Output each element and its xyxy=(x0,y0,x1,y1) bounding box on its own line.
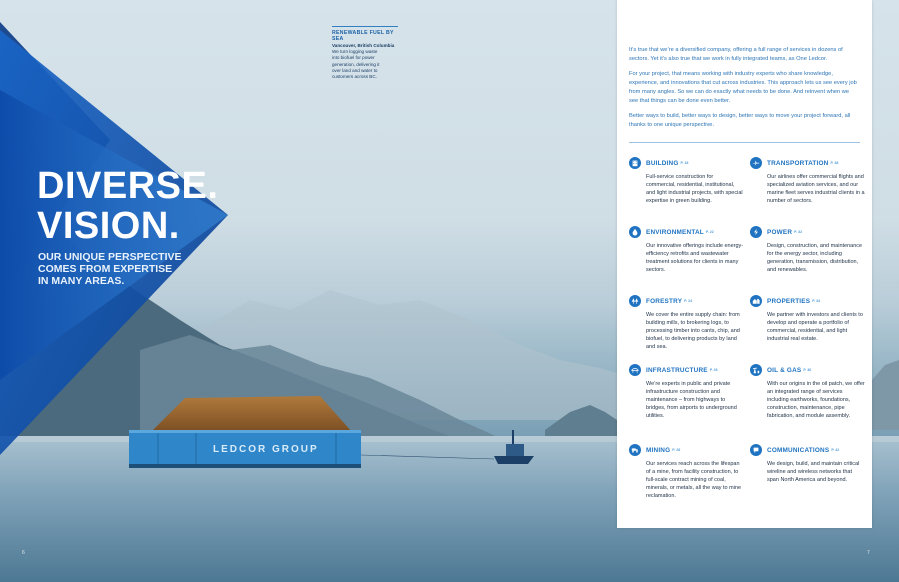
service-name: COMMUNICATIONS xyxy=(767,446,830,454)
page-number-left: 6 xyxy=(22,550,25,556)
hero-subtitle-line3: IN MANY AREAS. xyxy=(38,275,125,287)
bridge-icon xyxy=(629,364,641,376)
service-mining xyxy=(629,443,741,500)
service-page-ref: P. 18 xyxy=(680,161,689,165)
communications-icon xyxy=(750,444,762,456)
plane-icon xyxy=(750,157,762,169)
service-name: FORESTRY xyxy=(646,297,683,305)
service-forestry xyxy=(629,294,741,351)
intro-divider xyxy=(629,142,860,143)
lightning-icon xyxy=(750,226,762,238)
barge-label: LEDCOR GROUP xyxy=(213,444,319,455)
caption-text: We turn logging waste into biofuel for power generation, delivering it over land and water to customers across BC. xyxy=(332,49,380,80)
hero-subtitle-line1: OUR UNIQUE PERSPECTIVE xyxy=(38,251,182,263)
photo-caption xyxy=(332,26,398,80)
water-drop-icon xyxy=(629,226,641,238)
service-oil-gas xyxy=(750,363,865,420)
service-description: We design, build, and maintain critical wireline and wireless networks that span North America and beyond. xyxy=(767,461,860,484)
service-page-ref: P. 42 xyxy=(831,448,840,452)
intro-paragraph-1: It’s true that we’re a diversified company, offering a full range of services in dozens of sectors. Yet it’s also true that we work in fully integrated teams, as One Ledcor. xyxy=(629,47,843,62)
service-description: We partner with investors and clients to develop and operate a portfolio of commercial, residential, and light industrial real estate. xyxy=(767,312,863,343)
service-name: MINING xyxy=(646,446,671,454)
service-page-ref: P. 24 xyxy=(684,299,693,303)
houses-icon xyxy=(750,295,762,307)
service-communications xyxy=(750,443,862,484)
caption-rule xyxy=(332,26,398,27)
service-description: Our services reach across the lifespan of a mine, from facility construction, to full-scale contract mining of coal, minerals, or metals, all the way to mine reclamation. xyxy=(646,461,742,500)
service-description: We’re experts in public and private infrastructure construction and maintenance – from highways to bridges, from airports to underground utilities. xyxy=(646,381,737,420)
caption-title: RENEWABLE FUEL BY SEA xyxy=(332,30,394,42)
intro-paragraph-3: Better ways to build, better ways to design, better ways to move your project forward, all thanks to one unique perspective. xyxy=(629,113,851,128)
hero-title xyxy=(37,166,218,246)
building-icon xyxy=(629,157,641,169)
services-panel xyxy=(617,0,872,528)
mining-truck-icon xyxy=(629,444,641,456)
service-name: TRANSPORTATION xyxy=(767,159,829,167)
service-description: Full-service construction for commercial, residential, institutional, and light industrial projects, with special expertise in green building. xyxy=(646,174,743,205)
service-name: BUILDING xyxy=(646,159,679,167)
hero-title-line2: VISION. xyxy=(37,205,180,247)
far-right-hill xyxy=(872,360,899,430)
intro-paragraph-2: For your project, that means working with industry experts who share knowledge, experience, and innovations that cut across industries. This approach lets us see every job from many angles. So we can do exactly what needs to be done. And reinvent when we see that things can be done even better. xyxy=(629,71,857,104)
service-description: Our airlines offer commercial flights and specialized aviation services, and our marine fleet serves industrial clients in a number of sectors. xyxy=(767,174,865,205)
service-page-ref: P. 28 xyxy=(672,448,681,452)
service-transportation xyxy=(750,156,865,205)
service-description: With our origins in the oil patch, we offer an integrated range of services including earthworks, foundations, construction, maintenance, pipe fabrication, and module assembly. xyxy=(767,381,865,420)
service-name: PROPERTIES xyxy=(767,297,811,305)
hero-subtitle-line2: COMES FROM EXPERTISE xyxy=(38,263,173,275)
service-page-ref: P. 34 xyxy=(812,299,821,303)
service-building xyxy=(629,156,741,205)
service-page-ref: P. 22 xyxy=(705,230,714,234)
service-name: POWER xyxy=(767,228,793,236)
hero-subtitle xyxy=(38,251,208,287)
service-environmental xyxy=(629,225,744,274)
service-power xyxy=(750,225,862,274)
service-description: Design, construction, and maintenance for the energy sector, including generation, transmission, distribution, and renewables. xyxy=(767,243,863,274)
service-name: ENVIRONMENTAL xyxy=(646,228,704,236)
page-number-right: 7 xyxy=(867,550,870,556)
service-page-ref: P. 36 xyxy=(803,368,812,372)
trees-icon xyxy=(629,295,641,307)
service-description: Our innovative offerings include energy-efficiency retrofits and wastewater treatment solutions for clients in many sectors. xyxy=(646,243,744,274)
caption-location: Vancouver, British Columbia xyxy=(332,43,395,48)
hero-title-line1: DIVERSE. xyxy=(37,165,219,207)
service-description: We cover the entire supply chain: from building mills, to brokering logs, to processing timber into cants, chip, and biofuel, to delivering products by land and sea. xyxy=(646,312,740,351)
oil-derrick-icon xyxy=(750,364,762,376)
service-properties xyxy=(750,294,862,343)
intro-text xyxy=(629,46,859,136)
service-page-ref: P. 38 xyxy=(830,161,839,165)
service-name: OIL & GAS xyxy=(767,366,802,374)
service-page-ref: P. 32 xyxy=(794,230,803,234)
service-infrastructure xyxy=(629,363,741,420)
service-page-ref: P. 26 xyxy=(709,368,718,372)
service-name: INFRASTRUCTURE xyxy=(646,366,708,374)
